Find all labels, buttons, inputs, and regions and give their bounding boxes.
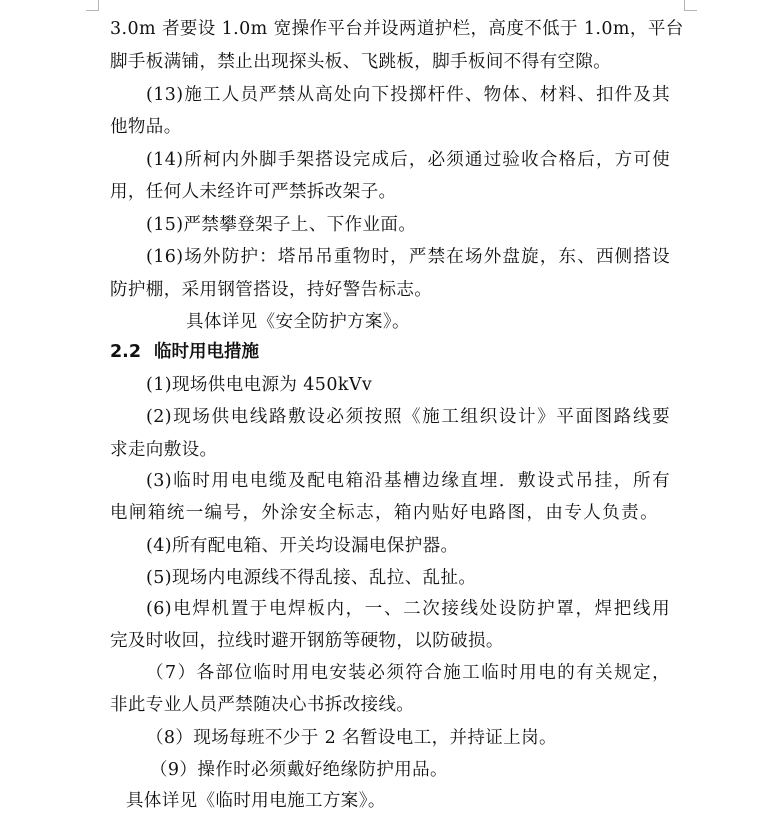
section-number: 2.2: [110, 342, 142, 362]
paragraph-line: (14)所柯内外脚手架搭设完成后，必须通过验收合格后，方可使: [146, 150, 670, 170]
paragraph-line: (4)所有配电箱、开关均设漏电保护器。: [146, 536, 459, 556]
paragraph-line: 他物品。: [110, 117, 182, 137]
paragraph-line: 求走向敷设。: [110, 440, 218, 460]
paragraph-line: (1)现场供电电源为 450kVv: [146, 375, 373, 395]
paragraph-line: （7）各部位临时用电安装必须符合施工临时用电的有关规定，: [146, 663, 670, 683]
paragraph-line: (5)现场内电源线不得乱接、乱拉、乱扯。: [146, 568, 477, 588]
paragraph-line: (2)现场供电线路敷设必须按照《施工组织设计》平面图路线要: [146, 407, 670, 427]
paragraph-line: 电闸箱统一编号，外涂安全标志，箱内贴好电路图，由专人负责。: [110, 503, 658, 523]
paragraph-line: (6)电焊机置于电焊板内，一、二次接线处设防护罩，焊把线用: [146, 599, 670, 619]
paragraph-line: 脚手板满铺，禁止出现探头板、飞跳板，脚手板间不得有空隙。: [110, 52, 612, 72]
paragraph-line: (16)场外防护：塔吊吊重物时，严禁在场外盘旋，东、西侧搭设: [146, 247, 670, 267]
paragraph-line: 完及时收回，拉线时避开钢筋等硬物，以防破损。: [110, 631, 504, 651]
page-corner-mark-left: [86, 0, 99, 11]
page-corner-mark-right: [684, 0, 697, 11]
reference-line: 具体详见《临时用电施工方案》。: [126, 791, 386, 811]
paragraph-line: (3)临时用电电缆及配电箱沿基槽边缘直埋．敷设式吊挂，所有: [146, 471, 670, 491]
reference-line: 具体详见《安全防护方案》。: [186, 312, 410, 332]
paragraph-line: 非此专业人员严禁随决心书拆改接线。: [110, 695, 415, 715]
paragraph-line: 用，任何人未经许可严禁拆改架子。: [110, 182, 397, 202]
paragraph-line: (13)施工人员严禁从高处向下投掷杆件、物体、材料、扣件及其: [146, 85, 670, 105]
paragraph-line: （9）操作时必须戴好绝缘防护用品。: [150, 760, 448, 780]
paragraph-line: （8）现场每班不少于 2 名暂设电工，并持证上岗。: [146, 728, 557, 748]
section-heading: [110, 340, 259, 364]
section-title: 临时用电措施: [154, 342, 259, 362]
paragraph-line: 3.0m 者要设 1.0m 宽操作平台并设两道护栏，高度不低于 1.0m，平台: [110, 19, 684, 39]
paragraph-line: 防护棚，采用钢管搭设，持好警告标志。: [110, 280, 433, 300]
paragraph-line: (15)严禁攀登架子上、下作业面。: [146, 215, 417, 235]
